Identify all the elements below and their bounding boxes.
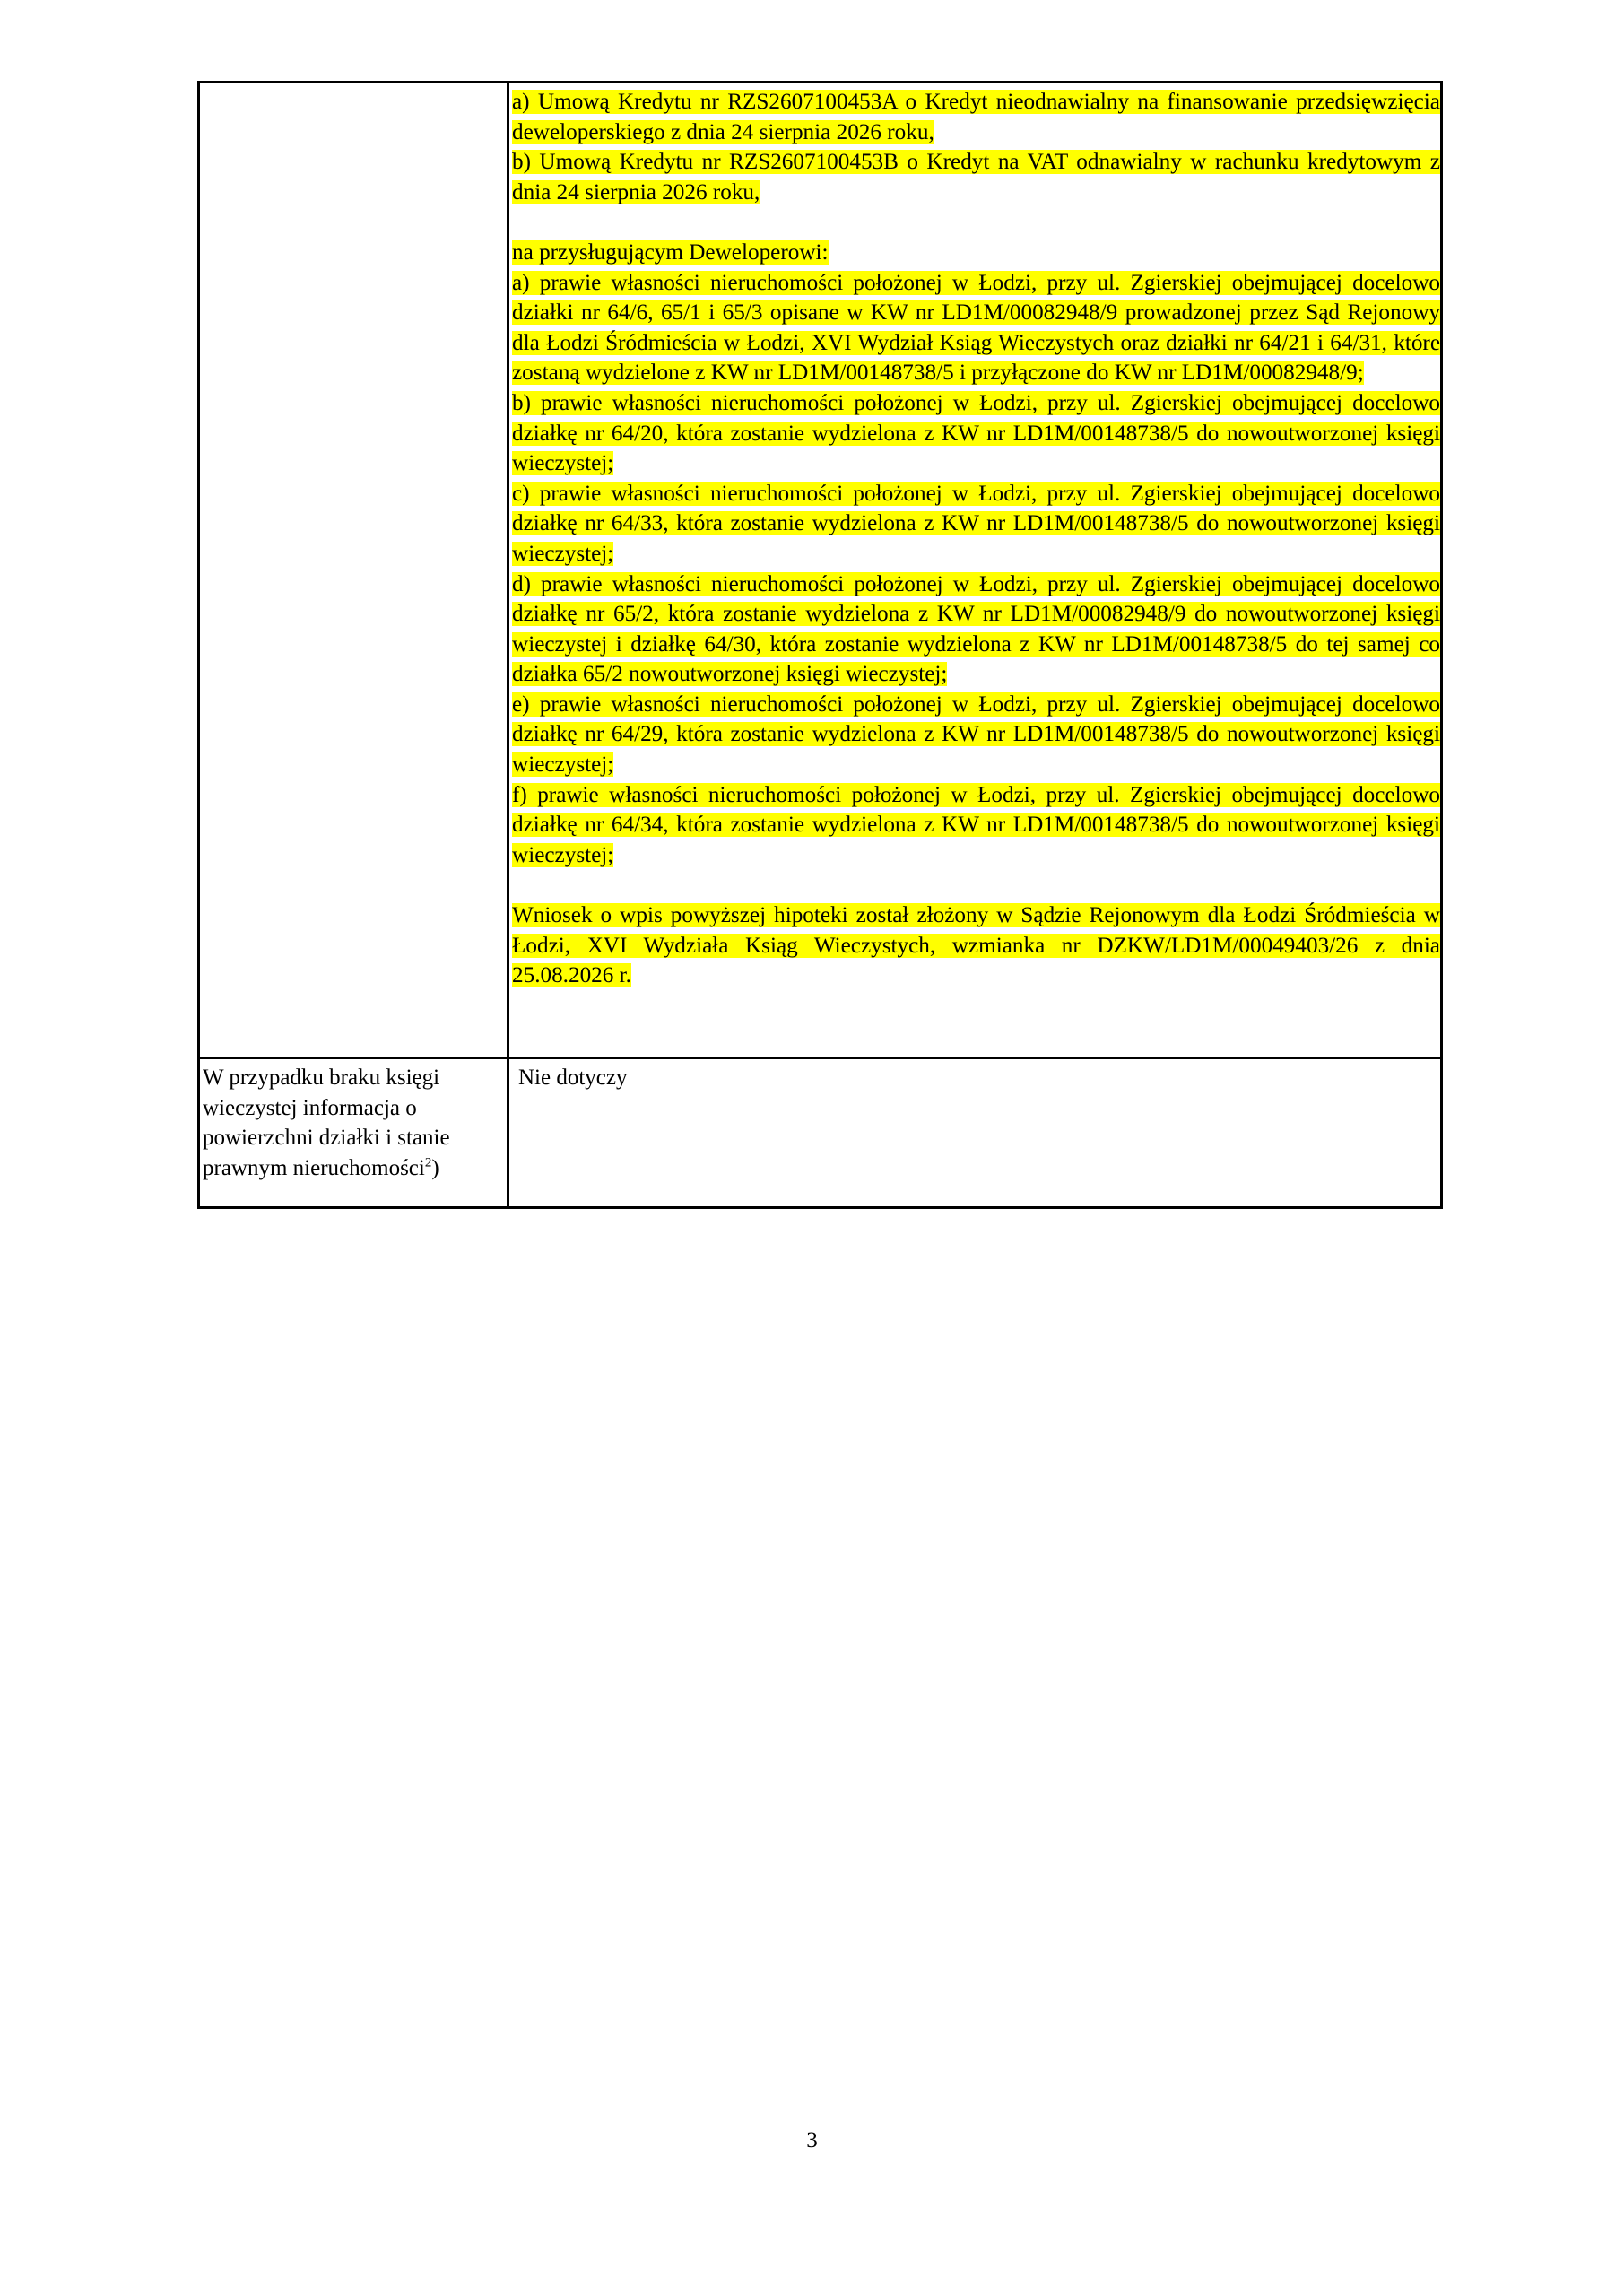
paragraph-loan-a: a) Umową Kredytu nr RZS2607100453A o Kredyt nieodnawialny na finansowanie przedsięwzięcia deweloperskiego z dnia 24 sierpnia 2026 roku, (512, 90, 1440, 144)
footnote-ref: 2 (424, 1155, 432, 1170)
paragraph-property-d: d) prawie własności nieruchomości położonej w Łodzi, przy ul. Zgierskiej obejmującej docelowo działkę nr 65/2, która zostanie wydzielona z KW nr LD1M/00082948/9 do nowoutworzonej księgi wieczystej i działkę 64/30, która zostanie wydzielona z KW nr LD1M/00148738/5 do tej samej co działka 65/2 nowoutworzonej księgi wieczystej; (512, 571, 1440, 687)
table-cell-value (508, 1058, 1442, 1208)
table-cell-label (199, 1058, 508, 1208)
blank-line (512, 207, 1440, 238)
paragraph-application: Wniosek o wpis powyższej hipoteki został złożony w Sądzie Rejonowym dla Łodzi Śródmieścia w Łodzi, XVI Wydziała Ksiąg Wieczystych, wzmianka nr DZKW/LD1M/00049403/26 z dnia 25.08.2026 r. (512, 903, 1440, 988)
missing-land-register-label: W przypadku braku księgi wieczystej informacja o powierzchni działki i stanie prawnym nieruchomości$^2$) (203, 1065, 450, 1180)
table-cell-mortgage-details (508, 83, 1442, 1058)
page-number: 3 (806, 2128, 818, 2152)
mortgage-details-text (509, 83, 1440, 1018)
paragraph-property-e: e) prawie własności nieruchomości położonej w Łodzi, przy ul. Zgierskiej obejmującej docelowo działkę nr 64/29, która zostanie wydzielona z KW nr LD1M/00148738/5 do nowoutworzonej księgi wieczystej; (512, 691, 1440, 778)
blank-line (512, 870, 1440, 900)
paragraph-property-a: a) prawie własności nieruchomości położonej w Łodzi, przy ul. Zgierskiej obejmującej docelowo działki nr 64/6, 65/1 i 65/3 opisane w KW nr LD1M/00082948/9 prowadzonej przez Sąd Rejonowy dla Łodzi Śródmieścia w Łodzi, XVI Wydział Ksiąg Wieczystych oraz działki nr 64/21 i 64/31, które zostaną wydzielone z KW nr LD1M/00148738/5 i przyłączone do KW nr LD1M/00082948/9; (512, 270, 1440, 386)
paragraph-intro: na przysługującym Deweloperowi: (512, 239, 829, 265)
table-cell-empty-label (199, 83, 508, 1058)
table-row (199, 1058, 1442, 1208)
paragraph-property-f: f) prawie własności nieruchomości położonej w Łodzi, przy ul. Zgierskiej obejmującej docelowo działkę nr 64/34, która zostanie wydzielona z KW nr LD1M/00148738/5 do nowoutworzonej księgi wieczystej; (512, 782, 1440, 867)
table-row (199, 83, 1442, 1058)
paragraph-loan-b: b) Umową Kredytu nr RZS2607100453B o Kredyt na VAT odnawialny w rachunku kredytowym z dnia 24 sierpnia 2026 roku, (512, 150, 1440, 204)
paragraph-property-c: c) prawie własności nieruchomości położonej w Łodzi, przy ul. Zgierskiej obejmującej docelowo działkę nr 64/33, która zostanie wydzielona z KW nr LD1M/00148738/5 do nowoutworzonej księgi wieczystej; (512, 481, 1440, 566)
not-applicable-value: Nie dotyczy (518, 1065, 628, 1090)
property-info-table (197, 81, 1443, 1209)
paragraph-property-b: b) prawie własności nieruchomości położonej w Łodzi, przy ul. Zgierskiej obejmującej docelowo działkę nr 64/20, która zostanie wydzielona z KW nr LD1M/00148738/5 do nowoutworzonej księgi wieczystej; (512, 390, 1440, 476)
